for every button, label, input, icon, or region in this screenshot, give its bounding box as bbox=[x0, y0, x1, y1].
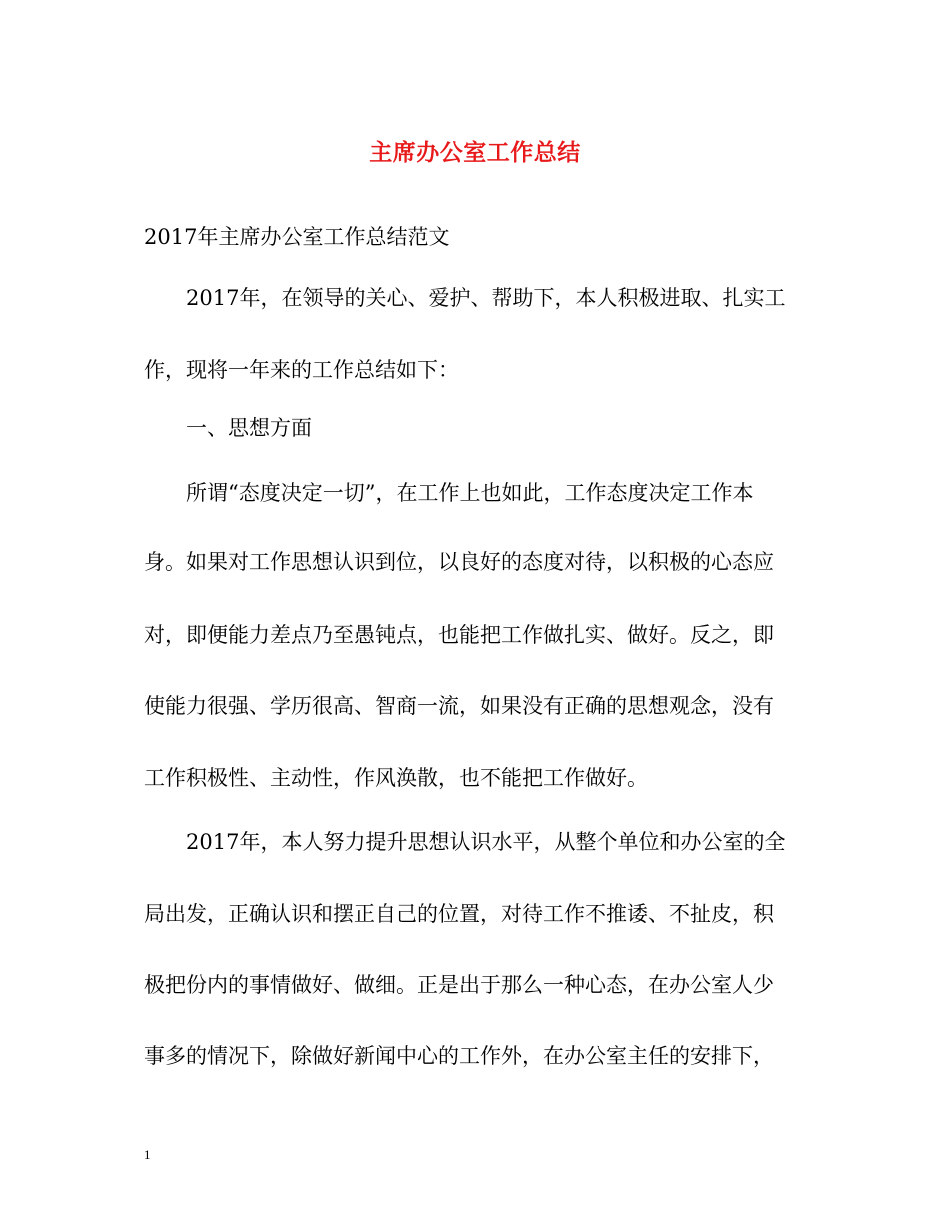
paragraph-line: 极把份内的事情做好、做细。正是出于那么一种心态，在办公室人少 bbox=[144, 973, 774, 997]
paragraph-line: 工作积极性、主动性，作风涣散，也不能把工作做好。 bbox=[144, 766, 648, 790]
section-heading: 一、思想方面 bbox=[186, 416, 312, 440]
paragraph-line: 事多的情况下，除做好新闻中心的工作外，在办公室主任的安排下， bbox=[144, 1044, 774, 1068]
paragraph-line: 作，现将一年来的工作总结如下： bbox=[144, 358, 459, 382]
paragraph-line: 对，即便能力差点乃至愚钝点，也能把工作做扎实、做好。反之，即 bbox=[144, 623, 774, 647]
paragraph-line: 所谓“态度决定一切”，在工作上也如此，工作态度决定工作本 bbox=[186, 481, 754, 505]
page-number: 1 bbox=[144, 1147, 151, 1162]
paragraph-line: 局出发，正确认识和摆正自己的位置，对待工作不推诿、不扯皮，积 bbox=[144, 902, 774, 926]
paragraph-line: 2017年，本人努力提升思想认识水平，从整个单位和办公室的全 bbox=[186, 830, 786, 854]
paragraph-line: 使能力很强、学历很高、智商一流，如果没有正确的思想观念，没有 bbox=[144, 694, 774, 718]
paragraph-line: 身。如果对工作思想认识到位，以良好的态度对待，以积极的心态应 bbox=[144, 550, 774, 574]
paragraph-line: 2017年，在领导的关心、爱护、帮助下，本人积极进取、扎实工 bbox=[186, 286, 786, 310]
document-title: 主席办公室工作总结 bbox=[369, 139, 581, 166]
document-subtitle: 2017年主席办公室工作总结范文 bbox=[144, 225, 450, 249]
